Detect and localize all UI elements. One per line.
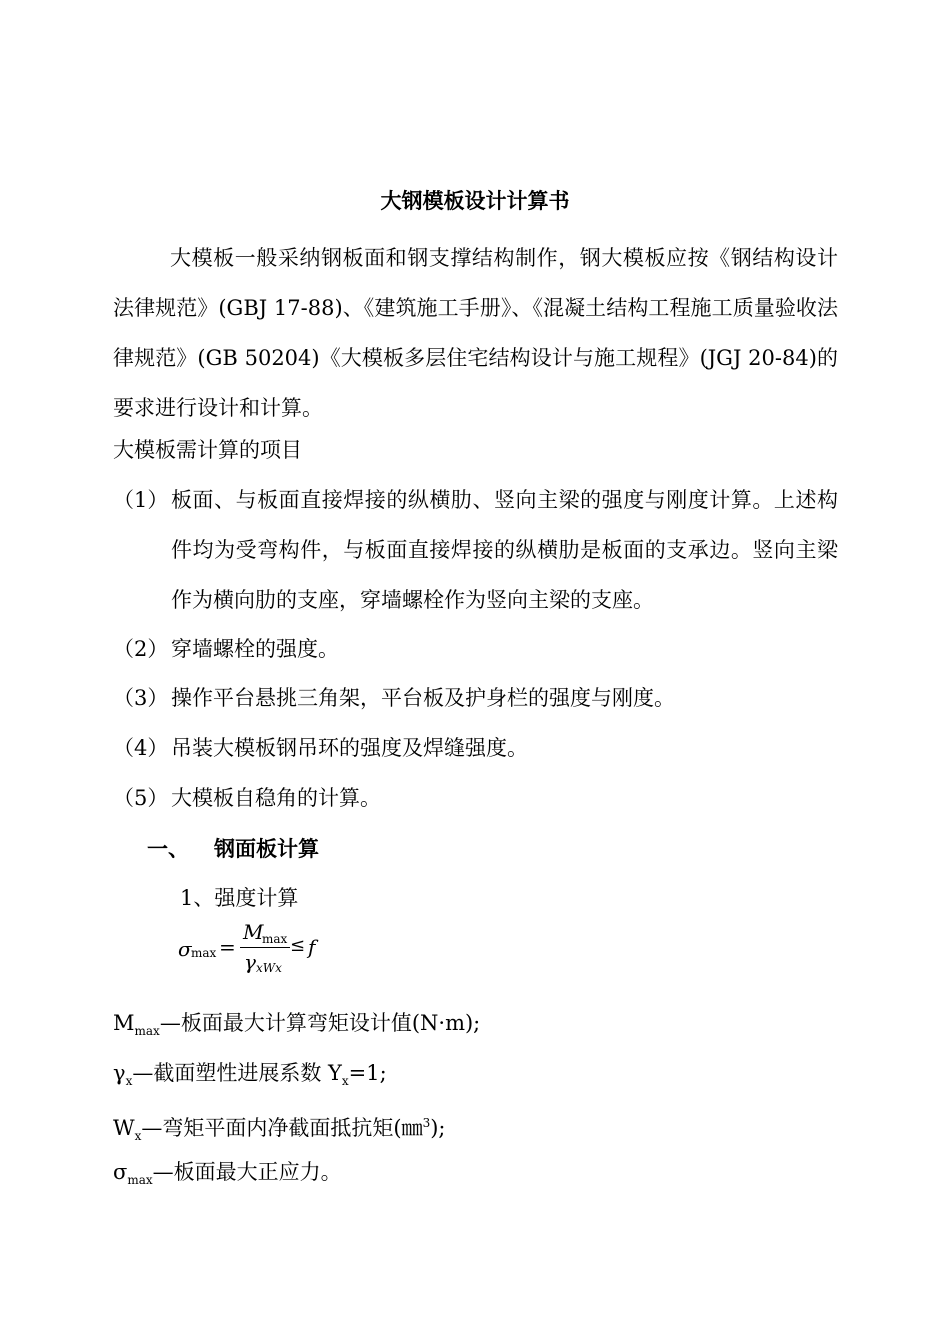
list-item-text: 板面、与板面直接焊接的纵横肋、竖向主梁的强度与刚度计算。上述构件均为受弯构件，与板面直接焊接的纵横肋是板面的支承边。竖向主梁作为横向肋的支座，穿墙螺栓作为竖向主梁的支座。: [171, 488, 838, 612]
definition-tail: );: [430, 1116, 446, 1140]
formula-f: f: [308, 935, 316, 959]
list-item-text: 大模板自稳角的计算。: [171, 786, 381, 810]
definition-text: —板面最大计算弯矩设计值(N·m);: [159, 1011, 481, 1035]
definition-line: [113, 1008, 480, 1046]
document-title: 大钢模板设计计算书: [380, 188, 570, 213]
intro-paragraph: 大模板一般采纳钢板面和钢支撑结构制作，钢大模板应按《钢结构设计法律规范》(GBJ 17-88)、《建筑施工手册》、《混凝土结构工程施工质量验收法律规范》(GB 50204)《大模板多层住宅结构设计与施工规程》(JGJ 20-84)的要求进行设计和计算。: [113, 246, 838, 420]
list-item-text: 穿墙螺栓的强度。: [171, 637, 339, 661]
formula-sigma: σ: [178, 937, 192, 961]
definition-subscript: x: [134, 1129, 142, 1144]
definition-symbol: γ: [113, 1061, 126, 1085]
stress-formula: [178, 920, 338, 980]
definition-subscript: max: [134, 1024, 160, 1039]
definition-tail-subscript: x: [341, 1074, 349, 1089]
list-item-number: （1）: [113, 488, 169, 512]
list-item-number: （4）: [113, 736, 169, 760]
definition-line: [113, 1108, 446, 1151]
definition-text: —弯矩平面内净截面抵抗矩(㎜: [141, 1116, 423, 1140]
list-item-text: 操作平台悬挑三角架，平台板及护身栏的强度与刚度。: [171, 686, 675, 710]
definition-text: —截面塑性进展系数 Y: [132, 1061, 342, 1085]
definition-symbol: W: [113, 1116, 135, 1140]
formula-gamma-sub: xWx: [256, 961, 282, 975]
subsection-title: 1、强度计算: [180, 886, 299, 910]
formula-gamma: γ: [244, 950, 256, 974]
definition-line: [113, 1157, 342, 1195]
list-item-number: （2）: [113, 637, 169, 661]
formula-equals: =: [219, 935, 236, 959]
list-item-number: （5）: [113, 786, 169, 810]
formula-moment: M: [243, 920, 264, 944]
list-item: [113, 723, 838, 773]
list-item: [113, 475, 838, 625]
definition-line: [113, 1058, 387, 1096]
definition-tail: =1;: [348, 1061, 387, 1085]
definition-tail-superscript: 3: [422, 1116, 431, 1130]
section-title: 钢面板计算: [214, 836, 319, 861]
formula-moment-sub: max: [262, 932, 288, 946]
list-item: [113, 673, 838, 723]
items-heading: 大模板需计算的项目: [113, 438, 302, 462]
definition-subscript: max: [127, 1173, 153, 1188]
list-item: [113, 773, 838, 823]
definition-subscript: x: [125, 1074, 133, 1089]
definition-symbol: σ: [113, 1160, 128, 1184]
definition-text: —板面最大正应力。: [152, 1160, 342, 1184]
formula-leq: ≤: [290, 935, 306, 956]
formula-sigma-sub: max: [191, 946, 217, 960]
definition-symbol: M: [113, 1011, 135, 1035]
section-number: 一、: [147, 836, 189, 861]
list-item: [113, 624, 838, 674]
formula-fraction-bar: [240, 947, 290, 948]
list-item-text: 吊装大模板钢吊环的强度及焊缝强度。: [171, 736, 528, 760]
list-item-number: （3）: [113, 686, 169, 710]
